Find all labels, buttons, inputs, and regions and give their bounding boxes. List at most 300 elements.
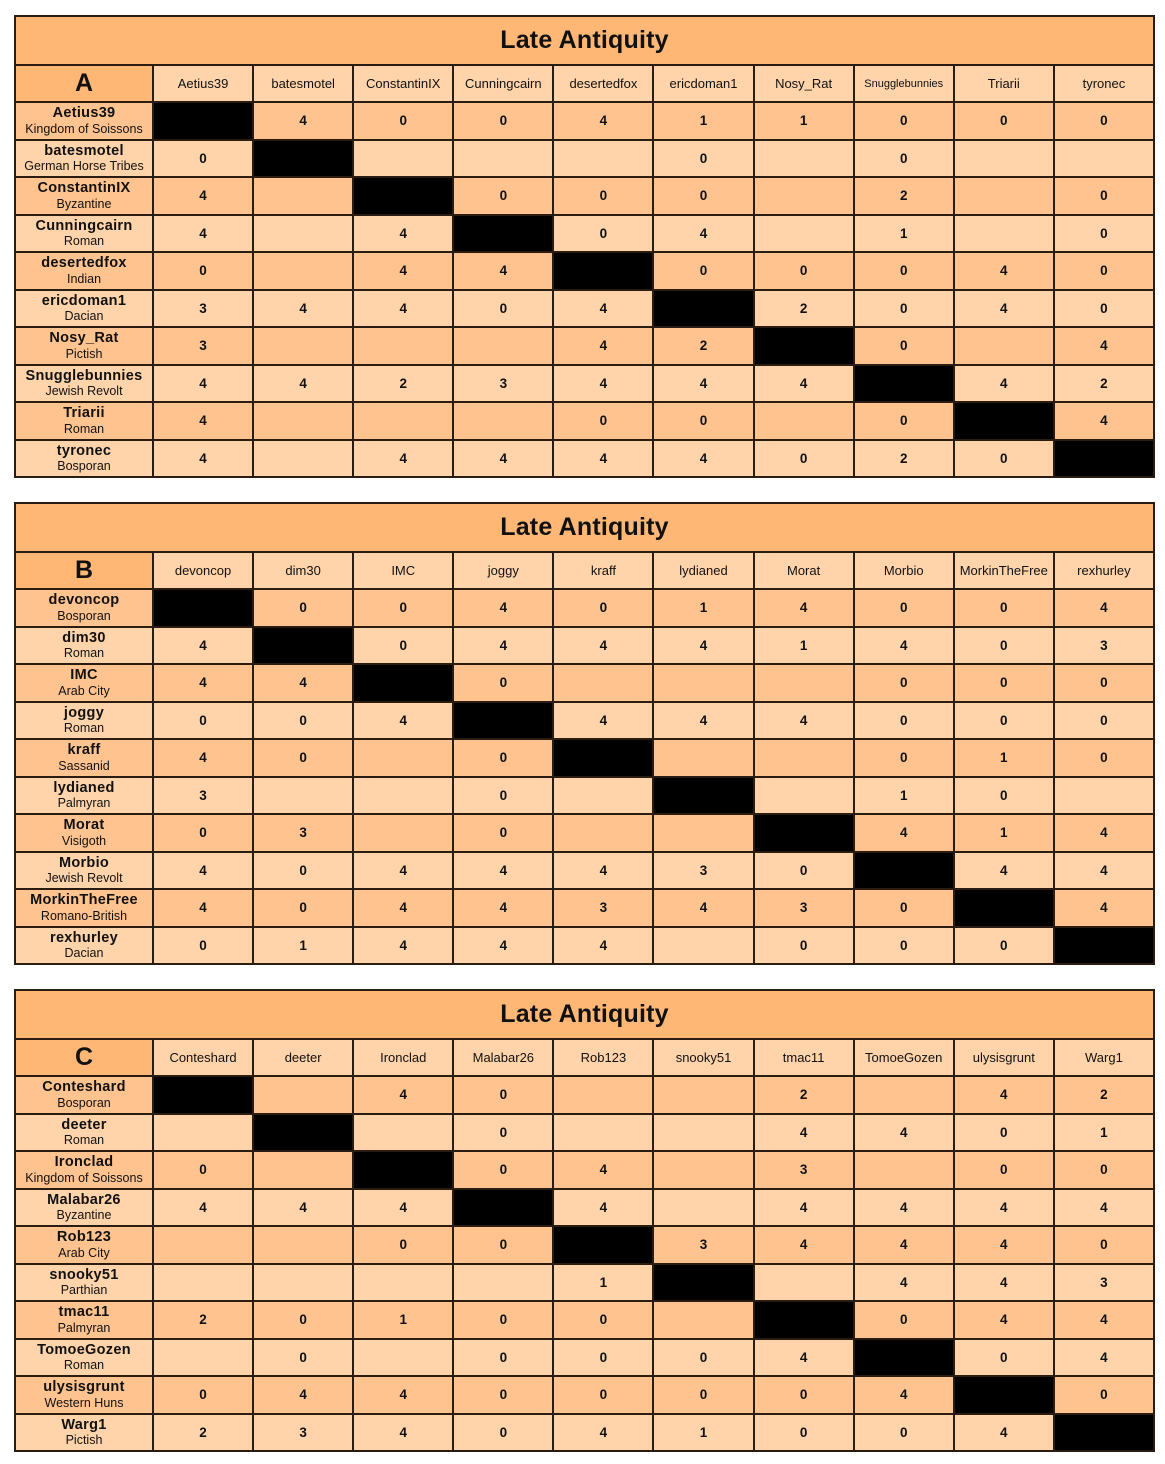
score-cell: 1: [653, 102, 753, 140]
score-cell: [253, 215, 353, 253]
faction-name: Bosporan: [57, 459, 111, 474]
score-cell: 4: [1054, 327, 1154, 365]
score-cell: 2: [754, 1076, 854, 1114]
score-cell: 0: [1054, 702, 1154, 740]
player-name: kraff: [67, 742, 101, 759]
score-cell: 4: [553, 702, 653, 740]
score-cell: 4: [1054, 889, 1154, 927]
score-cell: 4: [153, 440, 253, 478]
score-cell: [553, 1114, 653, 1152]
score-cell: [954, 215, 1054, 253]
score-cell: 2: [1054, 365, 1154, 403]
score-cell: 0: [854, 589, 954, 627]
score-cell: [754, 777, 854, 815]
table-row: [15, 177, 1154, 215]
score-cell: 4: [854, 814, 954, 852]
score-cell: 0: [854, 664, 954, 702]
player-name: ConstantinIX: [37, 180, 131, 197]
score-cell: 4: [353, 927, 453, 965]
table-row: [15, 889, 1154, 927]
player-name: Ironclad: [54, 1154, 114, 1171]
player-name: Rob123: [56, 1229, 112, 1246]
self-match-cell: [153, 589, 253, 627]
column-header: snooky51: [653, 1039, 753, 1076]
score-cell: 4: [754, 1226, 854, 1264]
player-name: IMC: [70, 667, 98, 684]
faction-name: Roman: [63, 421, 105, 436]
score-cell: 0: [453, 1376, 553, 1414]
score-cell: 4: [353, 702, 453, 740]
score-cell: 4: [353, 1189, 453, 1227]
score-cell: 0: [954, 1151, 1054, 1189]
faction-name: Jewish Revolt: [45, 871, 123, 886]
self-match-cell: [1054, 927, 1154, 965]
score-cell: 4: [854, 1114, 954, 1152]
self-match-cell: [453, 702, 553, 740]
score-cell: 4: [653, 702, 753, 740]
score-cell: 0: [353, 589, 453, 627]
row-label: [15, 702, 153, 740]
score-cell: 0: [954, 1339, 1054, 1377]
score-cell: 4: [1054, 1189, 1154, 1227]
score-cell: 4: [353, 440, 453, 478]
row-label: [15, 1264, 153, 1302]
column-header: Warg1: [1054, 1039, 1154, 1076]
score-cell: 0: [553, 589, 653, 627]
score-cell: 1: [253, 927, 353, 965]
score-cell: [153, 1226, 253, 1264]
column-header: batesmotel: [253, 65, 353, 102]
score-cell: 0: [954, 1114, 1054, 1152]
score-cell: 0: [1054, 215, 1154, 253]
table-row: [15, 1414, 1154, 1452]
self-match-cell: [153, 102, 253, 140]
self-match-cell: [754, 814, 854, 852]
score-cell: 0: [453, 1301, 553, 1339]
score-cell: [253, 252, 353, 290]
score-cell: 0: [754, 852, 854, 890]
self-match-cell: [453, 215, 553, 253]
score-cell: 0: [353, 1226, 453, 1264]
score-cell: 3: [653, 1226, 753, 1264]
score-cell: 0: [453, 664, 553, 702]
score-cell: 0: [153, 252, 253, 290]
score-cell: [353, 140, 453, 178]
player-name: tmac11: [58, 1304, 110, 1321]
faction-name: Kingdom of Soissons: [25, 121, 143, 136]
score-cell: 0: [153, 1151, 253, 1189]
score-cell: 4: [1054, 1339, 1154, 1377]
score-cell: 0: [653, 402, 753, 440]
score-cell: 0: [1054, 177, 1154, 215]
score-cell: [253, 1151, 353, 1189]
results-table-group-a: [14, 15, 1153, 478]
table-row: [15, 290, 1154, 328]
score-cell: 4: [353, 215, 453, 253]
score-cell: 0: [453, 1226, 553, 1264]
score-cell: 4: [153, 177, 253, 215]
faction-name: Indian: [66, 271, 102, 286]
score-cell: 0: [1054, 739, 1154, 777]
table-row: [15, 702, 1154, 740]
faction-name: Bosporan: [57, 1095, 111, 1110]
table-row: [15, 852, 1154, 890]
score-cell: [253, 327, 353, 365]
column-header: Ironclad: [353, 1039, 453, 1076]
score-cell: [954, 177, 1054, 215]
faction-name: Pictish: [65, 346, 103, 361]
score-cell: [653, 927, 753, 965]
score-cell: [754, 177, 854, 215]
score-cell: [754, 664, 854, 702]
table-row: [15, 327, 1154, 365]
score-cell: 4: [653, 889, 753, 927]
score-cell: [153, 1339, 253, 1377]
row-label: [15, 365, 153, 403]
score-cell: 0: [754, 1414, 854, 1452]
player-name: Morbio: [58, 854, 110, 871]
player-name: tyronec: [56, 442, 112, 459]
score-cell: 4: [253, 365, 353, 403]
row-label: [15, 1114, 153, 1152]
faction-name: Dacian: [64, 946, 104, 961]
self-match-cell: [353, 664, 453, 702]
group-label: C: [15, 1039, 153, 1076]
row-label: [15, 1226, 153, 1264]
score-cell: 1: [954, 739, 1054, 777]
score-cell: 0: [854, 402, 954, 440]
score-cell: 0: [553, 402, 653, 440]
self-match-cell: [1054, 1414, 1154, 1452]
score-cell: 0: [854, 1414, 954, 1452]
score-cell: 4: [954, 365, 1054, 403]
score-cell: 0: [1054, 290, 1154, 328]
score-cell: 0: [954, 589, 1054, 627]
column-header: ulysisgrunt: [954, 1039, 1054, 1076]
table-row: [15, 1301, 1154, 1339]
score-cell: 4: [353, 1076, 453, 1114]
score-cell: 4: [954, 290, 1054, 328]
score-cell: 4: [754, 365, 854, 403]
score-cell: [553, 140, 653, 178]
score-cell: 4: [754, 1189, 854, 1227]
score-cell: [754, 140, 854, 178]
score-cell: 4: [153, 889, 253, 927]
score-cell: 2: [153, 1414, 253, 1452]
score-cell: 0: [153, 1376, 253, 1414]
table-row: [15, 777, 1154, 815]
score-cell: [353, 327, 453, 365]
score-cell: 4: [353, 290, 453, 328]
score-cell: 0: [453, 814, 553, 852]
row-label: [15, 440, 153, 478]
score-cell: [353, 814, 453, 852]
row-label: [15, 852, 153, 890]
self-match-cell: [653, 777, 753, 815]
score-cell: [653, 1189, 753, 1227]
score-cell: 0: [253, 852, 353, 890]
row-label: [15, 252, 153, 290]
group-label: B: [15, 552, 153, 589]
score-cell: 4: [453, 440, 553, 478]
score-cell: 4: [353, 889, 453, 927]
score-cell: 0: [653, 140, 753, 178]
score-cell: 2: [153, 1301, 253, 1339]
score-cell: 4: [854, 1189, 954, 1227]
score-cell: 0: [1054, 664, 1154, 702]
score-cell: 0: [253, 589, 353, 627]
self-match-cell: [854, 1339, 954, 1377]
score-cell: [854, 1076, 954, 1114]
self-match-cell: [1054, 440, 1154, 478]
score-cell: 3: [653, 852, 753, 890]
score-cell: 0: [553, 1339, 653, 1377]
score-cell: 4: [553, 1151, 653, 1189]
score-cell: 4: [754, 1114, 854, 1152]
table-row: [15, 215, 1154, 253]
row-label: [15, 814, 153, 852]
score-cell: 0: [153, 702, 253, 740]
self-match-cell: [954, 889, 1054, 927]
faction-name: Palmyran: [57, 796, 111, 811]
faction-name: Roman: [63, 1358, 105, 1373]
faction-name: Parthian: [60, 1283, 108, 1298]
player-name: Malabar26: [47, 1191, 121, 1208]
score-cell: 0: [453, 739, 553, 777]
score-cell: 0: [1054, 1151, 1154, 1189]
score-cell: 4: [754, 589, 854, 627]
column-header: tmac11: [754, 1039, 854, 1076]
score-cell: [253, 1226, 353, 1264]
score-cell: 2: [653, 327, 753, 365]
score-cell: 4: [553, 365, 653, 403]
title-row: [15, 990, 1154, 1039]
player-name: joggy: [63, 704, 105, 721]
score-cell: 3: [153, 327, 253, 365]
row-label: [15, 1151, 153, 1189]
score-cell: 4: [954, 852, 1054, 890]
faction-name: Roman: [63, 234, 105, 249]
score-cell: [1054, 140, 1154, 178]
column-header: tyronec: [1054, 65, 1154, 102]
self-match-cell: [653, 290, 753, 328]
score-cell: 0: [954, 777, 1054, 815]
score-cell: 0: [253, 1301, 353, 1339]
faction-name: Roman: [63, 646, 105, 661]
player-name: batesmotel: [44, 142, 124, 159]
self-match-cell: [553, 252, 653, 290]
score-cell: 4: [1054, 589, 1154, 627]
score-cell: 0: [153, 814, 253, 852]
table-title: Late Antiquity: [15, 16, 1154, 65]
self-match-cell: [954, 402, 1054, 440]
self-match-cell: [954, 1376, 1054, 1414]
score-cell: 4: [1054, 814, 1154, 852]
score-cell: 2: [854, 440, 954, 478]
column-header: TomoeGozen: [854, 1039, 954, 1076]
score-cell: 4: [854, 1376, 954, 1414]
score-cell: 1: [754, 627, 854, 665]
table-title: Late Antiquity: [15, 990, 1154, 1039]
row-label: [15, 889, 153, 927]
column-header: Snugglebunnies: [854, 65, 954, 102]
score-cell: 3: [253, 814, 353, 852]
self-match-cell: [353, 177, 453, 215]
score-cell: [653, 664, 753, 702]
score-cell: [553, 664, 653, 702]
results-table: [14, 15, 1155, 478]
row-label: [15, 1414, 153, 1452]
group-label: A: [15, 65, 153, 102]
table-row: [15, 1264, 1154, 1302]
player-name: devoncop: [48, 592, 120, 609]
score-cell: [353, 1264, 453, 1302]
score-cell: 0: [453, 102, 553, 140]
score-cell: 3: [754, 1151, 854, 1189]
player-name: Triarii: [63, 405, 105, 422]
score-cell: 0: [153, 927, 253, 965]
score-cell: 0: [754, 252, 854, 290]
score-cell: 4: [553, 1189, 653, 1227]
score-cell: 4: [353, 1414, 453, 1452]
table-row: [15, 1076, 1154, 1114]
row-label: [15, 290, 153, 328]
score-cell: 4: [253, 1376, 353, 1414]
score-cell: 4: [553, 1414, 653, 1452]
score-cell: 0: [954, 102, 1054, 140]
score-cell: 0: [954, 440, 1054, 478]
score-cell: 4: [353, 852, 453, 890]
table-row: [15, 1226, 1154, 1264]
score-cell: 0: [253, 889, 353, 927]
score-cell: 4: [153, 215, 253, 253]
score-cell: [253, 440, 353, 478]
faction-name: Bosporan: [57, 608, 111, 623]
score-cell: [453, 140, 553, 178]
score-cell: 0: [453, 777, 553, 815]
score-cell: 4: [653, 215, 753, 253]
score-cell: 3: [553, 889, 653, 927]
score-cell: 0: [453, 1414, 553, 1452]
self-match-cell: [453, 1189, 553, 1227]
score-cell: 0: [453, 290, 553, 328]
score-cell: 4: [153, 664, 253, 702]
self-match-cell: [754, 1301, 854, 1339]
column-header: Triarii: [954, 65, 1054, 102]
column-header: IMC: [353, 552, 453, 589]
score-cell: 4: [954, 1076, 1054, 1114]
player-name: lydianed: [53, 779, 115, 796]
score-cell: 4: [553, 290, 653, 328]
player-name: ulysisgrunt: [43, 1379, 125, 1396]
score-cell: 0: [954, 927, 1054, 965]
score-cell: 0: [854, 290, 954, 328]
player-name: TomoeGozen: [37, 1341, 131, 1358]
player-name: rexhurley: [50, 929, 118, 946]
player-name: Cunningcairn: [35, 217, 133, 234]
faction-name: German Horse Tribes: [24, 159, 144, 174]
score-cell: [754, 402, 854, 440]
score-cell: 4: [153, 1189, 253, 1227]
score-cell: 4: [954, 252, 1054, 290]
score-cell: 4: [1054, 1301, 1154, 1339]
score-cell: 4: [453, 852, 553, 890]
score-cell: 0: [754, 1376, 854, 1414]
player-name: Warg1: [61, 1416, 107, 1433]
header-row: [15, 65, 1154, 102]
results-table: [14, 502, 1155, 965]
row-label: [15, 927, 153, 965]
player-name: Snugglebunnies: [25, 367, 143, 384]
score-cell: 4: [754, 1339, 854, 1377]
table-row: [15, 627, 1154, 665]
score-cell: 4: [954, 1264, 1054, 1302]
table-row: [15, 102, 1154, 140]
score-cell: 4: [653, 440, 753, 478]
score-cell: 2: [353, 365, 453, 403]
score-cell: 1: [754, 102, 854, 140]
score-cell: [153, 1264, 253, 1302]
player-name: Morat: [63, 817, 105, 834]
table-row: [15, 140, 1154, 178]
self-match-cell: [153, 1076, 253, 1114]
score-cell: [453, 1264, 553, 1302]
score-cell: [653, 1114, 753, 1152]
player-name: snooky51: [49, 1266, 119, 1283]
score-cell: 4: [954, 1414, 1054, 1452]
score-cell: 0: [754, 927, 854, 965]
score-cell: [553, 777, 653, 815]
score-cell: 3: [1054, 1264, 1154, 1302]
column-header: ericdoman1: [653, 65, 753, 102]
score-cell: 4: [854, 1264, 954, 1302]
title-row: [15, 16, 1154, 65]
header-row: [15, 1039, 1154, 1076]
score-cell: 4: [253, 1189, 353, 1227]
score-cell: [453, 327, 553, 365]
score-cell: [553, 1076, 653, 1114]
score-cell: 4: [253, 290, 353, 328]
score-cell: 0: [854, 702, 954, 740]
score-cell: 4: [553, 327, 653, 365]
faction-name: Arab City: [58, 1245, 110, 1260]
faction-name: Western Huns: [44, 1395, 124, 1410]
score-cell: 1: [954, 814, 1054, 852]
score-cell: 1: [854, 215, 954, 253]
score-cell: [754, 1264, 854, 1302]
score-cell: 4: [153, 627, 253, 665]
score-cell: [353, 739, 453, 777]
results-table-group-b: [14, 502, 1153, 965]
score-cell: 0: [553, 1376, 653, 1414]
faction-name: Arab City: [58, 683, 110, 698]
column-header: rexhurley: [1054, 552, 1154, 589]
score-cell: 4: [754, 702, 854, 740]
score-cell: 0: [854, 889, 954, 927]
score-cell: 4: [553, 440, 653, 478]
column-header: desertedfox: [553, 65, 653, 102]
table-row: [15, 1114, 1154, 1152]
table-row: [15, 1189, 1154, 1227]
score-cell: 4: [153, 365, 253, 403]
table-row: [15, 365, 1154, 403]
row-label: [15, 327, 153, 365]
row-label: [15, 589, 153, 627]
score-cell: 0: [854, 140, 954, 178]
score-cell: 4: [854, 1226, 954, 1264]
score-cell: 2: [854, 177, 954, 215]
score-cell: 4: [553, 627, 653, 665]
